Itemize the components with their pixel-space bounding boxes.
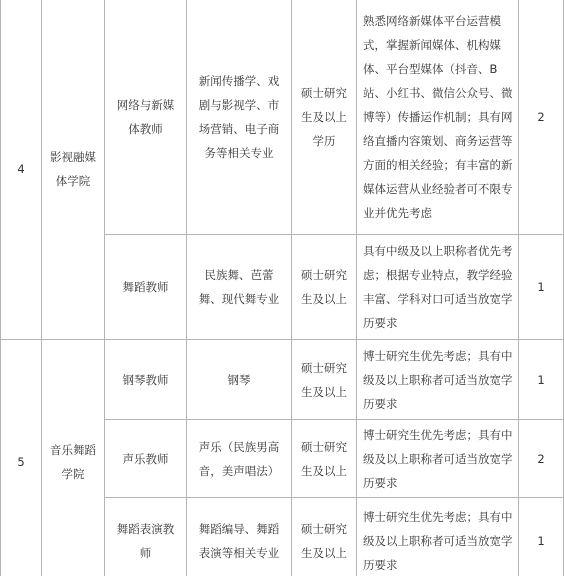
hire-count: 2	[519, 0, 564, 235]
row-number: 5	[1, 340, 42, 576]
education-requirement: 硕士研究生及以上学历	[292, 0, 357, 235]
major-requirement: 民族舞、芭蕾舞、现代舞专业	[187, 235, 292, 340]
position-title: 钢琴教师	[105, 340, 187, 420]
position-title: 网络与新媒体教师	[105, 0, 187, 235]
major-requirement: 声乐（民族男高音，美声唱法）	[187, 420, 292, 498]
major-requirement: 舞蹈编导、舞蹈表演等相关专业	[187, 498, 292, 576]
other-requirements: 具有中级及以上职称者优先考虑；根据专业特点，教学经验丰富、学科对口可适当放宽学历要求	[357, 235, 519, 340]
education-requirement: 硕士研究生及以上	[292, 340, 357, 420]
education-requirement: 硕士研究生及以上	[292, 235, 357, 340]
hire-count: 1	[519, 340, 564, 420]
major-requirement: 钢琴	[187, 340, 292, 420]
position-title: 声乐教师	[105, 420, 187, 498]
college-name: 音乐舞蹈学院	[42, 340, 105, 576]
major-requirement: 新闻传播学、戏剧与影视学、市场营销、电子商务等相关专业	[187, 0, 292, 235]
position-title: 舞蹈教师	[105, 235, 187, 340]
hire-count: 1	[519, 235, 564, 340]
hire-count: 1	[519, 498, 564, 576]
other-requirements: 熟悉网络新媒体平台运营模式，掌握新闻媒体、机构媒体、平台型媒体（抖音、B站、小红书、微信公众号、微博等）传播运作机制；具有网络直播内容策划、商务运营等方面的相关经验；有丰富的新媒体运营从业经验者可不限专业并优先考虑	[357, 0, 519, 235]
hire-count: 2	[519, 420, 564, 498]
position-title: 舞蹈表演教师	[105, 498, 187, 576]
other-requirements: 博士研究生优先考虑；具有中级及以上职称者可适当放宽学历要求	[357, 498, 519, 576]
other-requirements: 博士研究生优先考虑；具有中级及以上职称者可适当放宽学历要求	[357, 420, 519, 498]
college-name: 影视融媒体学院	[42, 0, 105, 340]
education-requirement: 硕士研究生及以上	[292, 420, 357, 498]
row-number: 4	[1, 0, 42, 340]
table-row	[1, 340, 564, 420]
table-row	[1, 0, 564, 235]
other-requirements: 博士研究生优先考虑；具有中级及以上职称者可适当放宽学历要求	[357, 340, 519, 420]
education-requirement: 硕士研究生及以上	[292, 498, 357, 576]
